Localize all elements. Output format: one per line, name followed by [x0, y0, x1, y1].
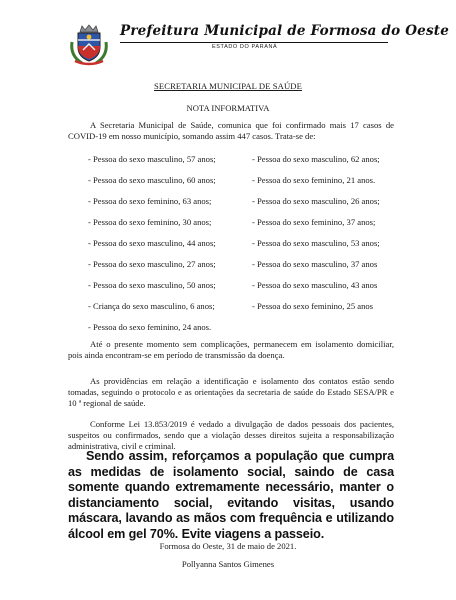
intro-paragraph: A Secretaria Municipal de Saúde, comunica que foi confirmado mais 17 casos de COVID-19 em nosso município, somando assim 447 casos. Trata-se de:: [68, 120, 394, 142]
document-title: NOTA INFORMATIVA: [186, 103, 270, 113]
case-item: - Pessoa do sexo feminino, 25 anos: [252, 301, 374, 311]
department-title: SECRETARIA MUNICIPAL DE SAÚDE: [154, 81, 302, 91]
privacy-law-paragraph: Conforme Lei 13.853/2019 é vedado a divulgação de dados pessoais dos pacientes, suspeitos ou confirmados, sendo que a violação desses direitos sujeita a responsabilização administrativa, civil e criminal.: [68, 419, 394, 452]
case-item: - Pessoa do sexo masculino, 50 anos;: [88, 280, 216, 290]
organization-name: Prefeitura Municipal de Formosa do Oeste: [120, 23, 450, 39]
case-item: - Pessoa do sexo masculino, 60 anos;: [88, 175, 216, 185]
header-divider: [120, 42, 388, 43]
appeal-paragraph: Sendo assim, reforçamos a população que cumpra as medidas de isolamento social, saindo de casa somente quando extremamente necessário, manter o distanciamento social, evitando visitas, usando máscara, lavando as mãos com frequência e utilizando álcool em gel 70%. Evite viagens a passeio.: [68, 449, 394, 541]
case-item: - Pessoa do sexo masculino, 26 anos;: [252, 196, 380, 206]
measures-paragraph: As providências em relação a identificação e isolamento dos contatos estão sendo tomadas, seguindo o protocolo e as orientações da secretaria de saúde do Estado SESA/PR e 10 ª regional de saúde.: [68, 376, 394, 409]
case-item: - Pessoa do sexo feminino, 63 anos;: [88, 196, 212, 206]
case-item: - Pessoa do sexo masculino, 43 anos: [252, 280, 378, 290]
case-item: - Pessoa do sexo feminino, 30 anos;: [88, 217, 212, 227]
case-list: [0, 154, 456, 334]
municipal-coat-of-arms-icon: [66, 22, 112, 68]
case-item: - Pessoa do sexo masculino, 53 anos;: [252, 238, 380, 248]
case-item: - Pessoa do sexo masculino, 37 anos: [252, 259, 378, 269]
case-item: - Pessoa do sexo feminino, 37 anos;: [252, 217, 376, 227]
case-item: - Pessoa do sexo masculino, 57 anos;: [88, 154, 216, 164]
case-item: - Pessoa do sexo masculino, 44 anos;: [88, 238, 216, 248]
case-item: - Criança do sexo masculino, 6 anos;: [88, 301, 215, 311]
date-line: Formosa do Oeste, 31 de maio de 2021.: [159, 541, 297, 551]
status-paragraph: Até o presente momento sem complicações, permanecem em isolamento domiciliar, pois ainda encontram-se em período de transmissão da doença.: [68, 339, 394, 361]
case-item: - Pessoa do sexo masculino, 27 anos;: [88, 259, 216, 269]
state-name: ESTADO DO PARANÁ: [212, 44, 278, 50]
case-item: - Pessoa do sexo masculino, 62 anos;: [252, 154, 380, 164]
case-item: - Pessoa do sexo feminino, 21 anos.: [252, 175, 376, 185]
case-item: - Pessoa do sexo feminino, 24 anos.: [88, 322, 212, 332]
signer-name: Pollyanna Santos Gimenes: [181, 559, 275, 569]
